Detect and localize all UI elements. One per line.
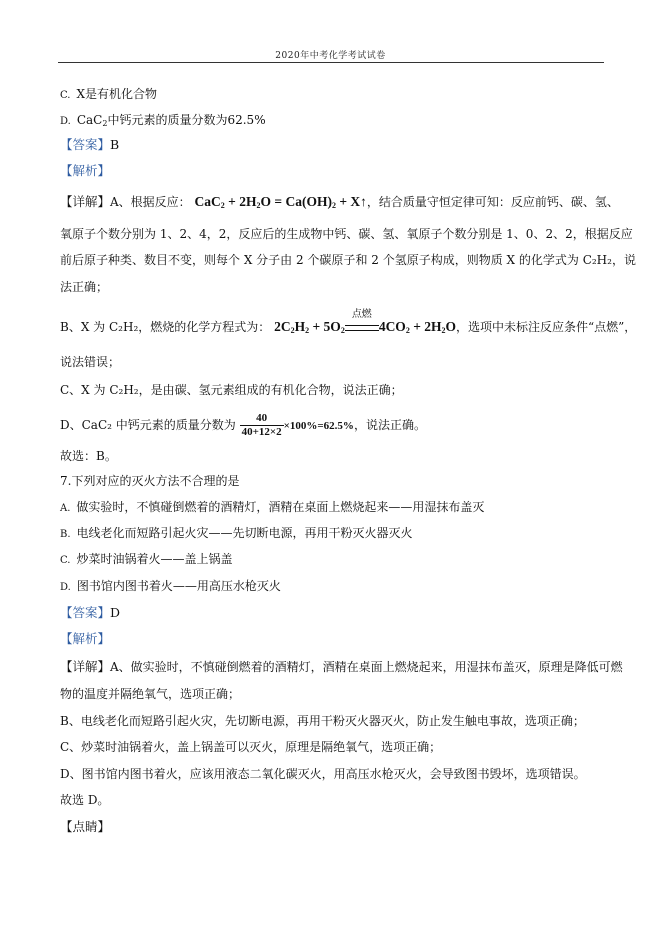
answer-value: B — [110, 137, 120, 152]
option-text: CaC — [76, 113, 103, 127]
q7-detail-line3: B、电线老化而短路引起火灾，先切断电源，再用干粉灭火器灭火，防止发生触电事故，选项正确； — [60, 714, 585, 728]
reaction-condition: 点燃 — [345, 319, 379, 331]
q7-detail-line1: 【详解】A、做实验时，不慎碰倒燃着的酒精灯，酒精在桌面上燃烧起来，用湿抹布盖灭，原理是降低可燃 — [60, 659, 623, 674]
q7-detail-line2: 物的温度并隔绝氧气，选项正确； — [60, 687, 241, 701]
q7-option-a: A. 做实验时，不慎碰倒燃着的酒精灯，酒精在桌面上燃烧起来——用湿抹布盖灭 — [60, 500, 485, 514]
option-letter: C. — [60, 90, 71, 101]
q7-question: 7.下列对应的灭火方法不合理的是 — [60, 474, 240, 488]
mass-fraction: $\frac{40}{40+12\times 2}$ — [241, 412, 282, 438]
q7-comment-label: 【点睛】 — [60, 819, 111, 834]
detail-label: 【详解】 — [60, 194, 111, 209]
q7-detail-line4: C、炒菜时油锅着火，盖上锅盖可以灭火，原理是隔绝氧气，选项正确； — [60, 740, 442, 754]
q6-detail-line8: D、CaC₂ 中钙元素的质量分数为 $\frac{40}{40+12\times 2}$ ×100%=62.5%，说法正确。 — [60, 412, 426, 438]
answer-value: D — [110, 605, 121, 620]
q6-detail-line7: C、X 为 C₂H₂，是由碳、氢元素组成的有机化合物，说法正确； — [60, 383, 403, 397]
option-letter: D. — [60, 116, 71, 127]
q7-analysis-label: 【解析】 — [60, 631, 111, 646]
reaction-equation-2: $2C_2H_2 + 5O_2$ 点燃 $4CO_2 + 2H_2O$ — [274, 309, 457, 335]
detail-label: 【详解】 — [60, 659, 111, 674]
q7-answer — [60, 605, 120, 621]
q7-detail-line5: D、图书馆内图书着火，应该用液态二氧化碳灭火，用高压水枪灭火，会导致图书毁坏，选项错误。 — [60, 767, 586, 781]
q6-detail-line4: 法正确； — [60, 280, 109, 294]
q6-analysis-label: 【解析】 — [60, 163, 111, 178]
q6-detail-line1: 【详解】A、根据反应： $CaC_2 + 2H_2O = Ca(OH)_2$ + X↑，结合质量守恒定律可知：反应前钙、碳、氢、 — [60, 194, 619, 210]
answer-label: 【答案】 — [60, 605, 111, 620]
q6-detail-line3: 前后原子种类、数目不变，则每个 X 分子由 2 个碳原子和 2 个氢原子构成，则物质 X 的化学式为 C₂H₂，说 — [60, 253, 636, 267]
q6-detail-line6: 说法错误； — [60, 355, 121, 369]
q6-answer — [60, 137, 119, 153]
q7-option-b: B. 电线老化而短路引起火灾——先切断电源，再用干粉灭火器灭火 — [60, 526, 413, 540]
q7-conclusion: 故选 D。 — [60, 793, 110, 807]
q6-option-d: D. CaC$_2$中钙元素的质量分数为62.5% — [60, 113, 266, 128]
q6-conclusion: 故选：B。 — [60, 449, 117, 463]
answer-label: 【答案】 — [60, 137, 111, 152]
gas-up-arrow-icon: ↑ — [360, 194, 367, 209]
header-divider — [58, 62, 604, 63]
reaction-equation-1: $CaC_2 + 2H_2O = Ca(OH)_2$ + X↑ — [194, 194, 367, 210]
q6-detail-line2: 氧原子个数分别为 1、2、4，2，反应后的生成物中钙、碳、氢、氧原子个数分别是 1、0、2、2，根据反应 — [60, 227, 633, 241]
q7-option-d: D. 图书馆内图书着火——用高压水枪灭火 — [60, 579, 281, 593]
q6-detail-line5: B、X 为 C₂H₂，燃烧的化学方程式为： $2C_2H_2 + 5O_2$ 点燃 $4CO_2 + 2H_2O$，选项中未标注反应条件“点燃”， — [60, 309, 637, 335]
q6-option-c — [60, 86, 157, 104]
q7-option-c: C. 炒菜时油锅着火——盖上锅盖 — [60, 552, 233, 566]
option-text: X是有机化合物 — [76, 87, 158, 101]
page-header: 2020年中考化学考试试卷 — [275, 51, 386, 61]
